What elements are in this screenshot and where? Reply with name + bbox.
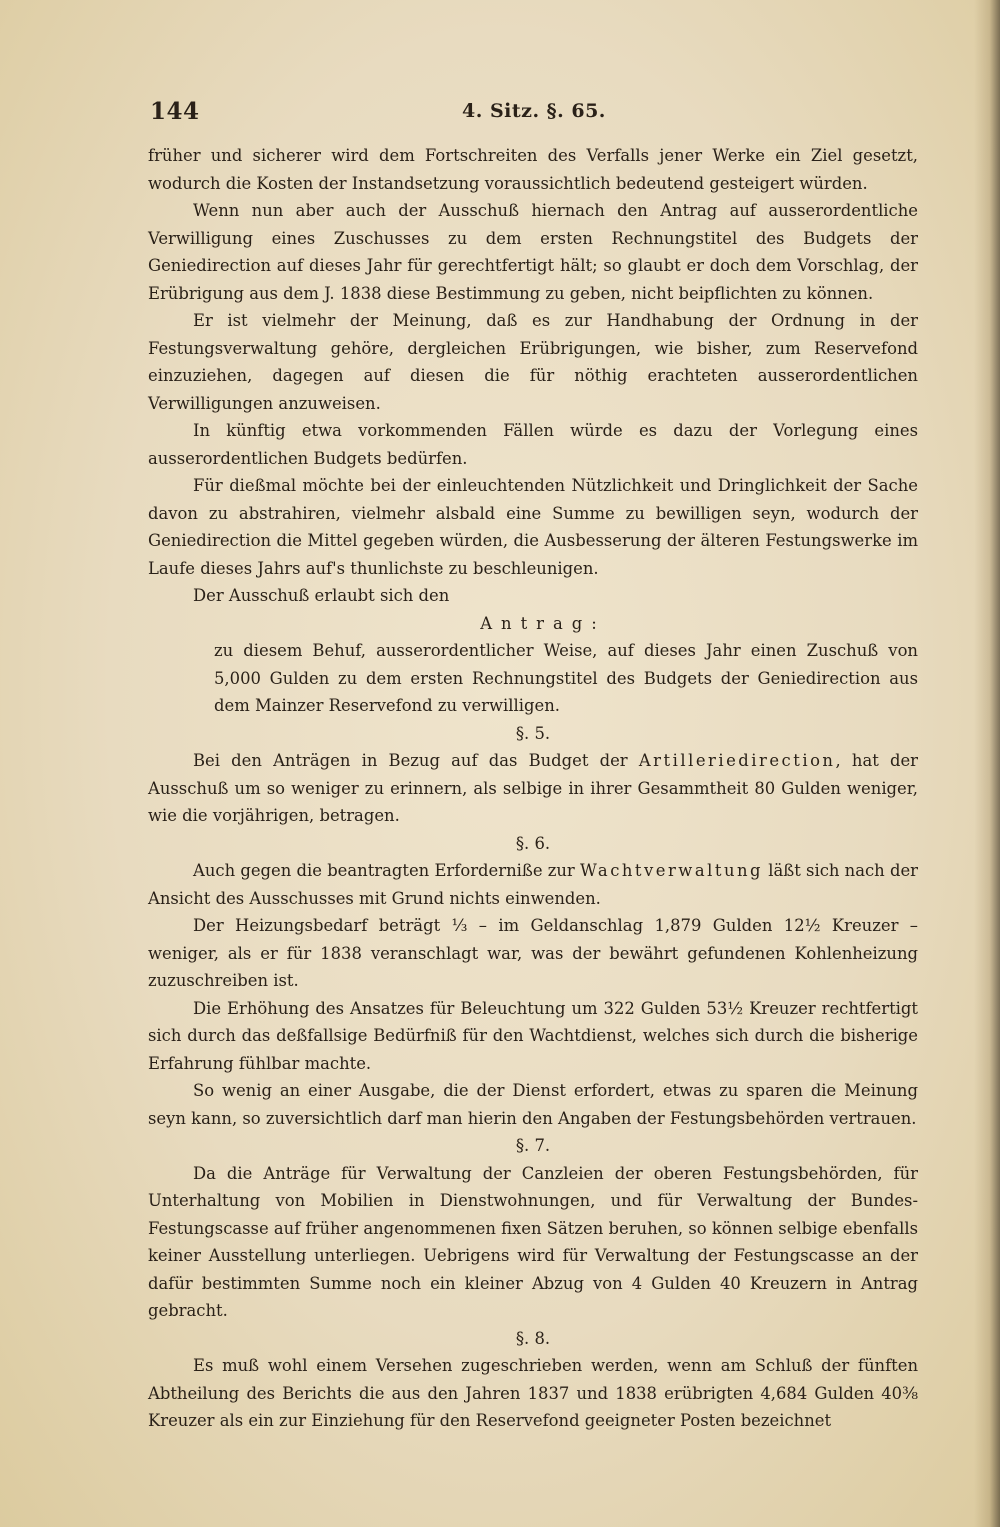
paragraph-text: , hat der Ausschuß um so weniger zu erinnern, als selbige in ihrer Gesammtheit 80 Gulden weniger, wie die vorjährigen, betragen. [148,751,918,825]
paragraph [148,857,918,912]
running-head: 4. Sitz. §. 65. [462,100,606,122]
paragraph-text: Auch gegen die beantragten Erforderniße zur [193,861,580,880]
body-text [148,142,918,1435]
paragraph: Es muß wohl einem Versehen zugeschrieben werden, wenn am Schluß der fünften Abtheilung des Berichts die aus den Jahren 1837 und 1838 erübrigten 4,684 Gulden 40⅜ Kreuzer als ein zur Einziehung für den Reservefond geeigneter Posten bezeichnet [148,1356,918,1430]
page-header [150,98,920,132]
section-heading: §. 5. [515,723,551,743]
section-heading: §. 7. [515,1136,551,1155]
paragraph: Der Ausschuß erlaubt sich den [193,586,450,605]
paragraph: Der Heizungsbedarf beträgt ⅓ – im Geldanschlag 1,879 Gulden 12½ Kreuzer – weniger, als er für 1838 veranschlagt war, was der bewährt gefundenen Kohlenheizung zuzuschreiben ist. [148,916,918,990]
paragraph: Er ist vielmehr der Meinung, daß es zur Handhabung der Ordnung in der Festungsverwaltung gehöre, dergleichen Erübrigungen, wie bisher, zum Reservefond einzuziehen, dagegen auf diesen die für nöthig erachteten ausserordentlichen Verwilligungen anzuweisen. [148,311,918,413]
paragraph: So wenig an einer Ausgabe, die der Dienst erfordert, etwas zu sparen die Meinung seyn kann, so zuversichtlich darf man hierin den Angaben der Festungsbehörden vertrauen. [148,1081,918,1128]
motion-heading: Antrag: [480,613,606,633]
paragraph-text: Bei den Anträgen in Bezug auf das Budget der [193,751,639,770]
paragraph: Wenn nun aber auch der Ausschuß hiernach den Antrag auf ausserordentliche Verwilligung eines Zuschusses zu dem ersten Rechnungstitel des Budgets der Geniedirection auf dieses Jahr für gerechtfertigt hält; so glaubt er doch dem Vorschlag, der Erübrigung aus dem J. 1838 diese Bestimmung zu geben, nicht beipflichten zu können. [148,201,918,303]
paragraph-text: läßt sich nach der Ansicht des Ausschusses mit Grund nichts einwenden. [148,861,918,908]
paragraph: Die Erhöhung des Ansatzes für Beleuchtung um 322 Gulden 53½ Kreuzer rechtfertigt sich durch das deßfallsige Bedürfniß für den Wachtdienst, welches sich durch die bisherige Erfahrung fühlbar machte. [148,998,918,1073]
section-heading: §. 8. [515,1328,551,1348]
page-number: 144 [150,98,200,125]
emphasized-term: Artilleriedirection [638,751,836,770]
paragraph [148,747,918,830]
paragraph: Da die Anträge für Verwaltung der Canzleien der oberen Festungsbehörden, für Unterhaltung von Mobilien in Dienstwohnungen, und für Verwaltung der Bundes-Festungscasse auf früher angenommenen fixen Sätzen beruhen, so können selbige ebenfalls keiner Ausstellung unterliegen. Uebrigens wird für Verwaltung der Festungscasse an der dafür bestimmten Summe noch ein kleiner Abzug von 4 Gulden 40 Kreuzern in Antrag gebracht. [148,1163,918,1320]
emphasized-term: Wachtverwaltung [580,861,764,880]
section-heading: §. 6. [515,833,551,853]
paragraph: In künftig etwa vorkommenden Fällen würde es dazu der Vorlegung eines ausserordentlichen Budgets bedürfen. [148,421,918,468]
paragraph: Für dießmal möchte bei der einleuchtenden Nützlichkeit und Dringlichkeit der Sache davon zu abstrahiren, vielmehr alsbald eine Summe zu bewilligen seyn, wodurch der Geniedirection die Mittel gegeben würden, die Ausbesserung der älteren Festungswerke im Laufe dieses Jahrs auf's thunlichste zu beschleunigen. [148,476,918,578]
motion-text: zu diesem Behuf, ausserordentlicher Weise, auf dieses Jahr einen Zuschuß von 5,000 Gulden zu dem ersten Rechnungstitel des Budgets der Geniedirection aus dem Mainzer Reservefond zu verwilligen. [214,641,918,715]
paragraph-continuation: früher und sicherer wird dem Fortschreiten des Verfalls jener Werke ein Ziel gesetzt, wodurch die Kosten der Instandsetzung voraussichtlich bedeutend gesteigert würden. [148,146,918,193]
